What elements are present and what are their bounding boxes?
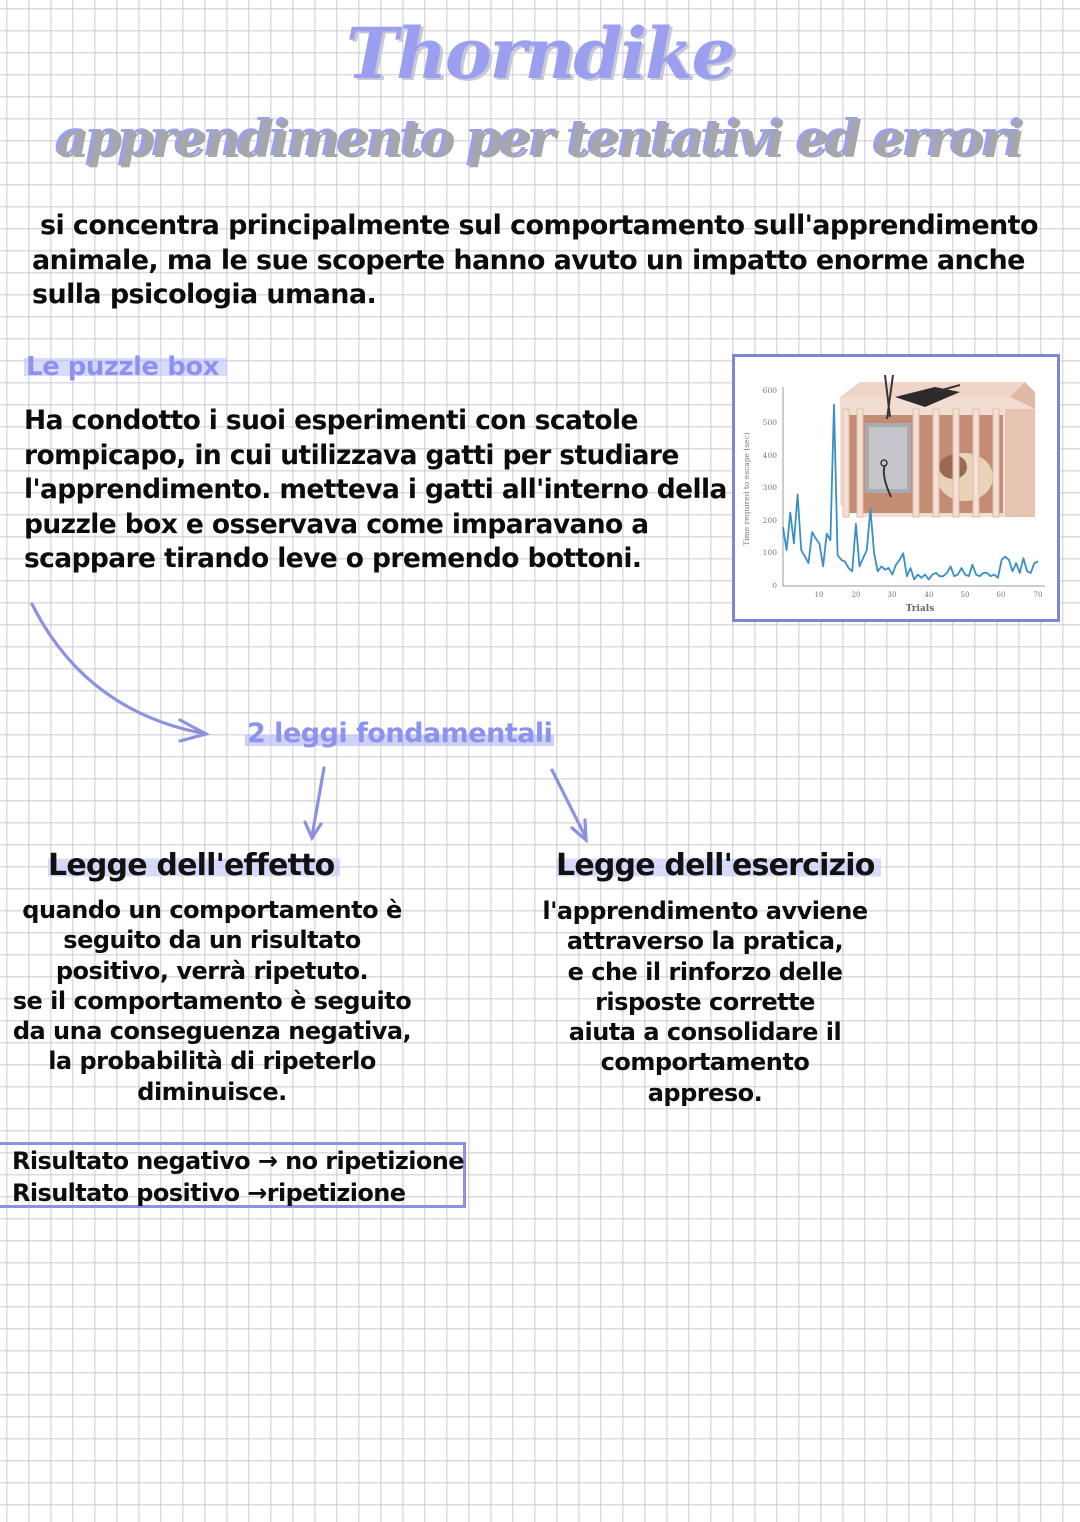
law-effect-line: la probabilità di ripeterlo: [48, 1047, 376, 1076]
y-axis-label: Time required to escape (sec): [742, 432, 751, 546]
summary-line-negative: Risultato negativo → no ripetizione: [12, 1147, 464, 1175]
svg-text:300: 300: [762, 483, 777, 492]
law-effect-line: se il comportamento è seguito: [12, 986, 412, 1015]
intro-line: si concentra principalmente sul comportamento sull'apprendimento: [40, 210, 1038, 241]
law-effect-line: diminuisce.: [137, 1077, 287, 1106]
svg-text:20: 20: [851, 591, 861, 599]
puzzle-line: scappare tirando leve o premendo bottoni.: [24, 543, 642, 574]
law-effect-title-wrap: [48, 848, 340, 883]
laws-center-label: 2 leggi fondamentali: [247, 718, 553, 749]
puzzle-line: puzzle box e osservava come imparavano a: [24, 508, 649, 540]
intro-line: animale, ma le sue scoperte hanno avuto un impatto enorme anche: [32, 244, 1025, 276]
law-effect-line: positivo, verrà ripetuto.: [55, 956, 369, 985]
law-exercise-description: [530, 896, 880, 1108]
svg-text:100: 100: [762, 548, 777, 557]
law-exercise-line: e che il rinforzo delle: [567, 957, 843, 986]
law-effect-line: seguito da un risultato: [63, 926, 361, 955]
law-exercise-title: Legge dell'esercizio: [556, 848, 881, 883]
law-effect-title: Legge dell'effetto: [48, 848, 340, 883]
arrow-down-right-icon: [552, 770, 586, 838]
law-effect-description: [6, 895, 418, 1107]
curved-arrow-icon: [32, 604, 206, 734]
law-effect-line: quando un comportamento è: [22, 896, 402, 924]
svg-text:400: 400: [762, 451, 777, 460]
puzzle-box-heading: Le puzzle box: [24, 352, 227, 382]
law-exercise-line: attraverso la pratica,: [566, 927, 844, 956]
page-subtitle: apprendimento per tentativi ed errori: [57, 110, 1023, 169]
page-title: Thorndike: [345, 12, 735, 95]
intro-line: sulla psicologia umana.: [32, 279, 377, 310]
summary-line-positive: Risultato positivo →ripetizione: [12, 1179, 406, 1207]
svg-text:70: 70: [1033, 591, 1043, 599]
summary-box: [0, 1142, 466, 1208]
law-exercise-line: appreso.: [647, 1078, 763, 1107]
law-effect-line: da una conseguenza negativa,: [12, 1017, 412, 1046]
svg-text:50: 50: [960, 591, 970, 599]
law-exercise-line: aiuta a consolidare il: [568, 1018, 842, 1047]
svg-text:60: 60: [996, 591, 1006, 599]
svg-text:0: 0: [772, 581, 777, 590]
law-exercise-line: l'apprendimento avviene: [542, 897, 868, 925]
puzzle-line: rompicapo, in cui utilizzava gatti per studiare: [24, 439, 679, 471]
svg-text:40: 40: [924, 591, 934, 599]
x-axis-label: Trials: [905, 604, 935, 614]
svg-text:200: 200: [762, 516, 777, 525]
svg-text:10: 10: [814, 591, 824, 599]
svg-text:30: 30: [887, 591, 897, 599]
svg-text:500: 500: [762, 418, 777, 427]
law-exercise-line: comportamento: [600, 1048, 810, 1077]
svg-text:600: 600: [762, 386, 777, 395]
law-exercise-title-wrap: [556, 848, 881, 883]
puzzle-line: l'apprendimento. metteva i gatti all'interno della: [24, 474, 727, 505]
puzzle-line: Ha condotto i suoi esperimenti con scatole: [24, 405, 638, 436]
law-exercise-line: risposte corrette: [595, 987, 815, 1016]
